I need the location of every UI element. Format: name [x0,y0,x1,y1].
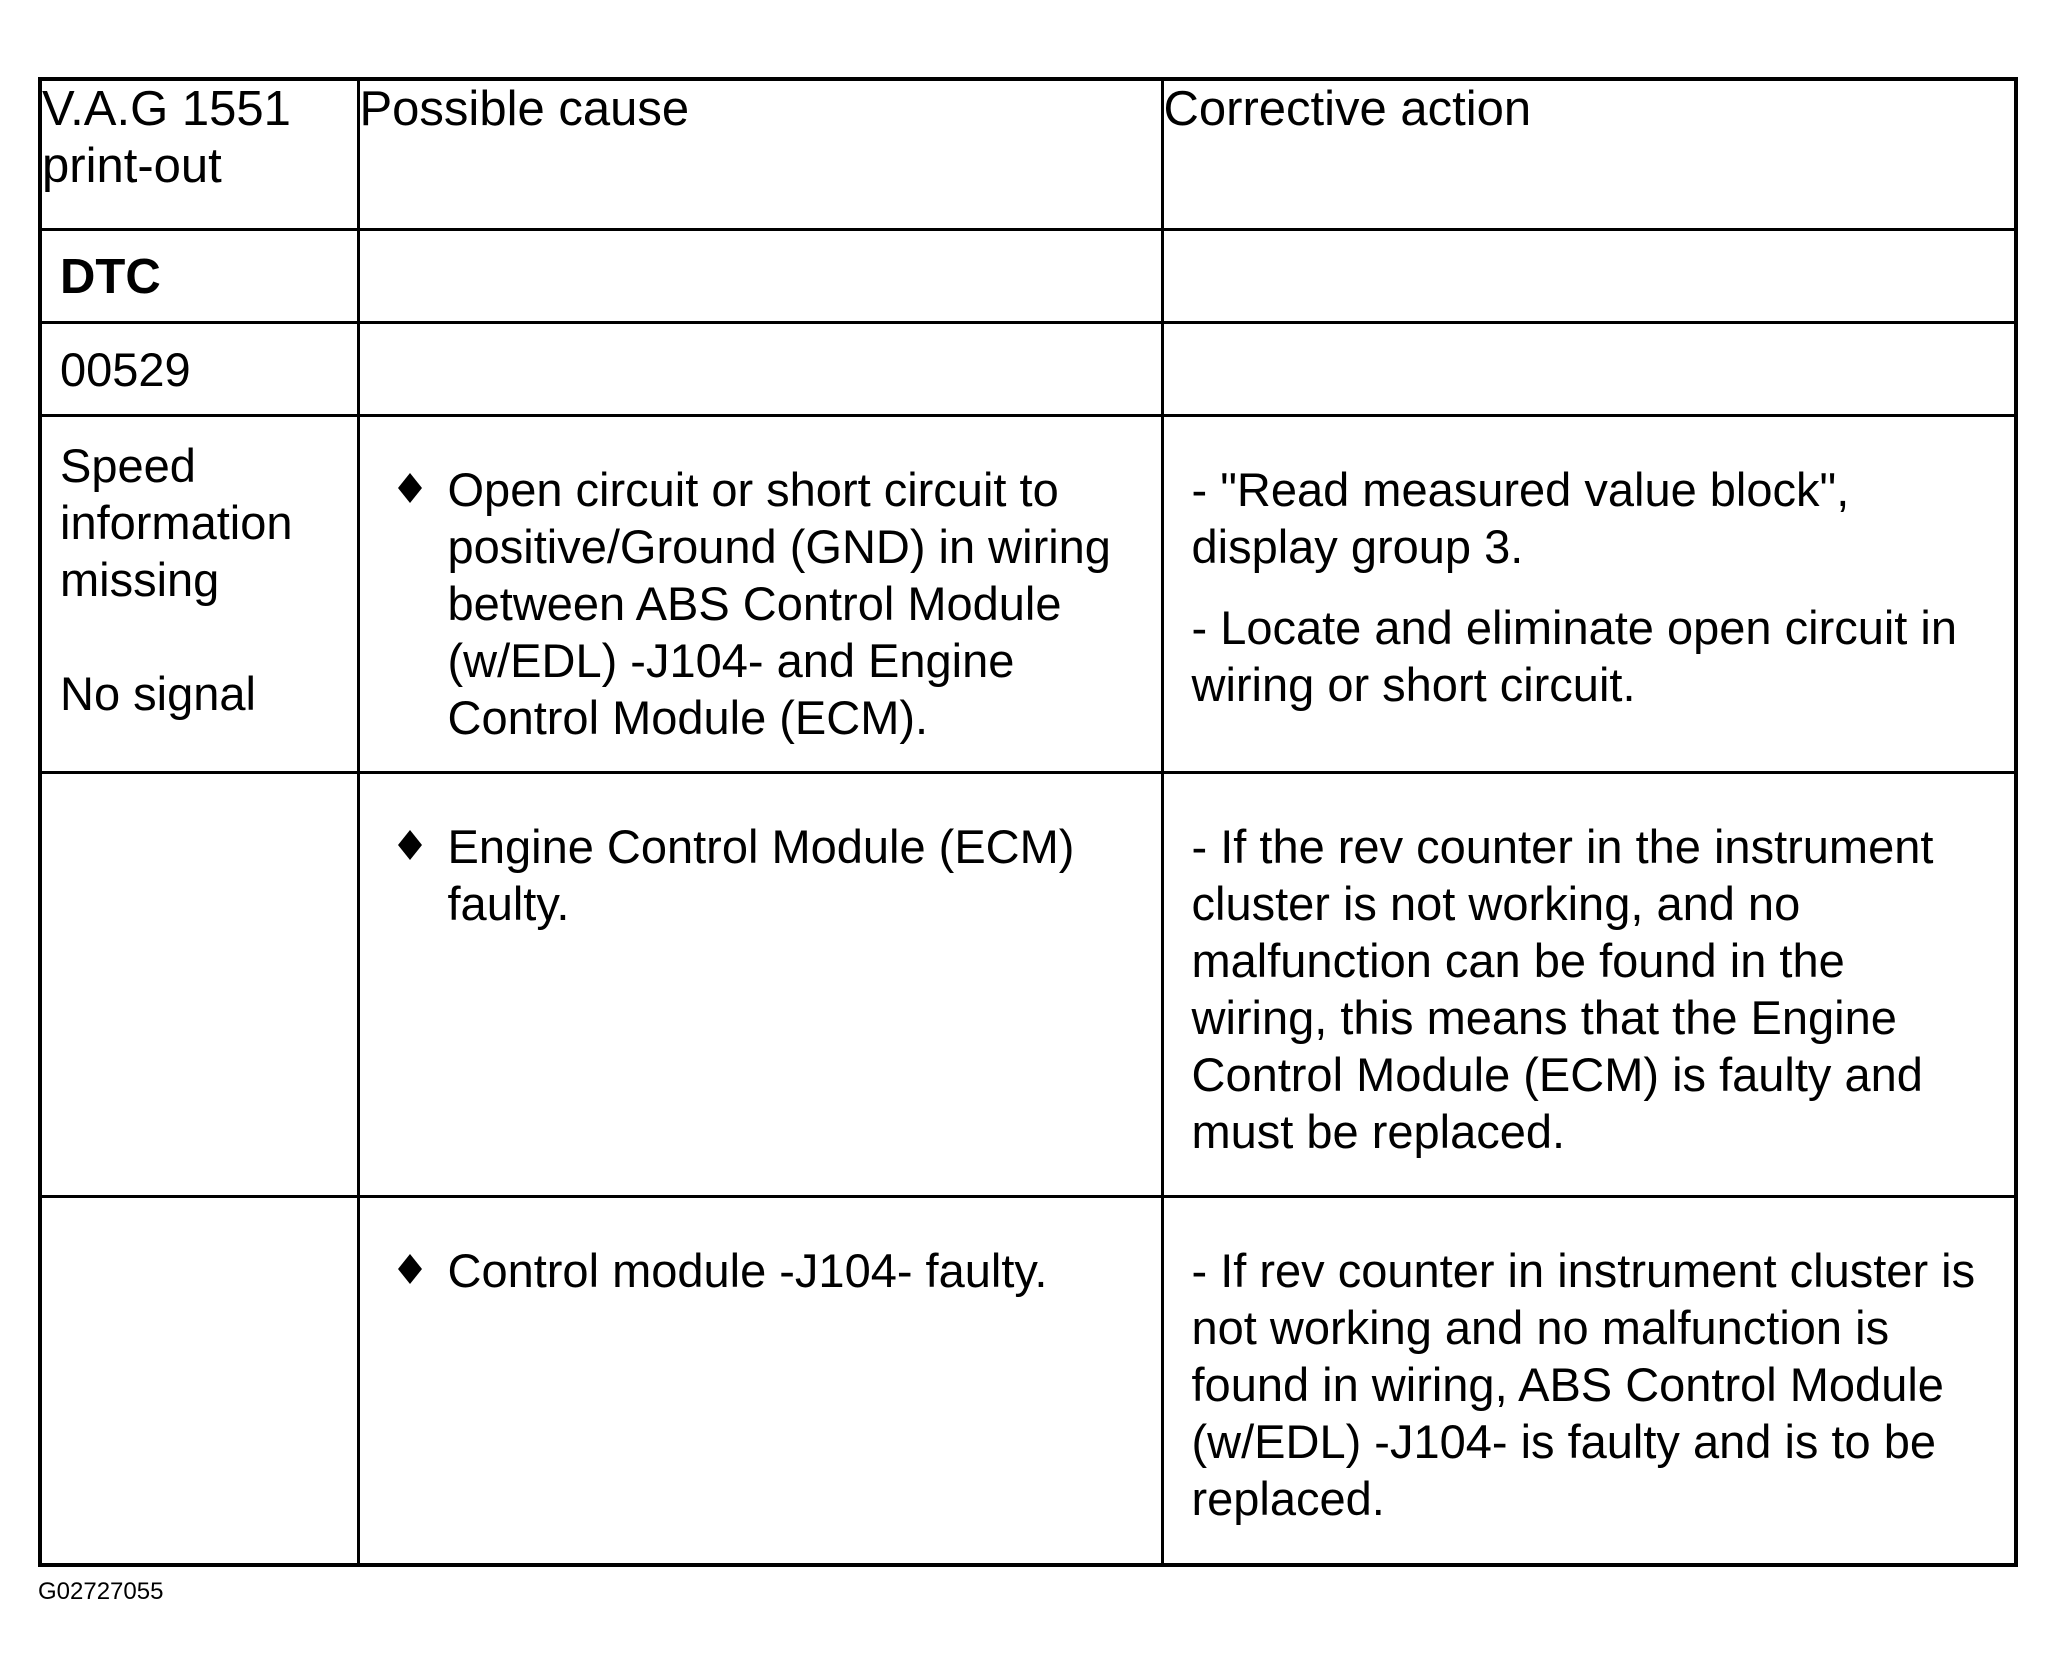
action-block [1164,1198,2015,1527]
action-block [1164,417,2015,713]
code-row [40,322,2016,415]
table-row [40,1196,2016,1565]
action-cell [1162,1196,2016,1565]
fault-description-cell [40,415,358,772]
header-corrective-action: Corrective action [1162,79,2016,229]
diamond-bullet-icon [398,473,422,503]
cause-item [360,417,1161,746]
cause-cell [358,772,1162,1196]
diagnostic-table [38,77,2018,1567]
cause-item [360,774,1161,932]
diamond-bullet-icon [398,830,422,860]
table-row [40,772,2016,1196]
table-row [40,415,2016,772]
header-printout [40,79,358,229]
action-text: - Locate and eliminate open circuit in wiring or short circuit. [1191,600,1957,711]
cause-item [360,1198,1161,1299]
spacer [60,608,357,665]
action-text: - If the rev counter in the instrument cluster is not working, and no malfunction can be found in the wiring, this means that the Engine Control Module (ECM) is faulty and must be replaced. [1191,819,1934,1158]
dtc-label: DTC [60,249,161,304]
figure-id: G02727055 [38,1578,164,1605]
dtc-label-cell [40,229,358,322]
cause-text: Open circuit or short circuit to positive/Ground (GND) in wiring between ABS Control Module (w/EDL) -J104- and Engine Control Module (ECM). [447,462,1111,744]
cause-text: Control module -J104- faulty. [447,1243,1048,1297]
action-text: - "Read measured value block", display group 3. [1191,462,1850,573]
code-cell [40,322,358,415]
fault-line-speed: Speed [60,438,196,492]
empty-cell [1162,229,2016,322]
header-printout-line2: print-out [42,139,222,193]
empty-cell [358,229,1162,322]
action-cell [1162,415,2016,772]
header-printout-line1: V.A.G 1551 [42,82,291,136]
header-row [40,79,2016,229]
empty-cell [1162,322,2016,415]
action-text: - If rev counter in instrument cluster is not working and no malfunction is found in wiring, ABS Control Module (w/EDL) -J104- is faulty and is to be replaced. [1191,1243,1976,1525]
header-possible-cause: Possible cause [358,79,1162,229]
fault-line-no-signal: No signal [60,666,256,720]
fault-line-information: information [60,495,293,549]
empty-cell [40,1196,358,1565]
cause-cell [358,1196,1162,1565]
empty-cell [358,322,1162,415]
empty-cell [40,772,358,1196]
cause-cell [358,415,1162,772]
dtc-code: 00529 [60,342,191,396]
fault-description [42,417,357,722]
fault-line-missing: missing [60,552,220,606]
diamond-bullet-icon [398,1254,422,1284]
cause-text: Engine Control Module (ECM) faulty. [447,819,1075,930]
action-block [1164,774,2015,1160]
action-cell [1162,772,2016,1196]
dtc-row [40,229,2016,322]
